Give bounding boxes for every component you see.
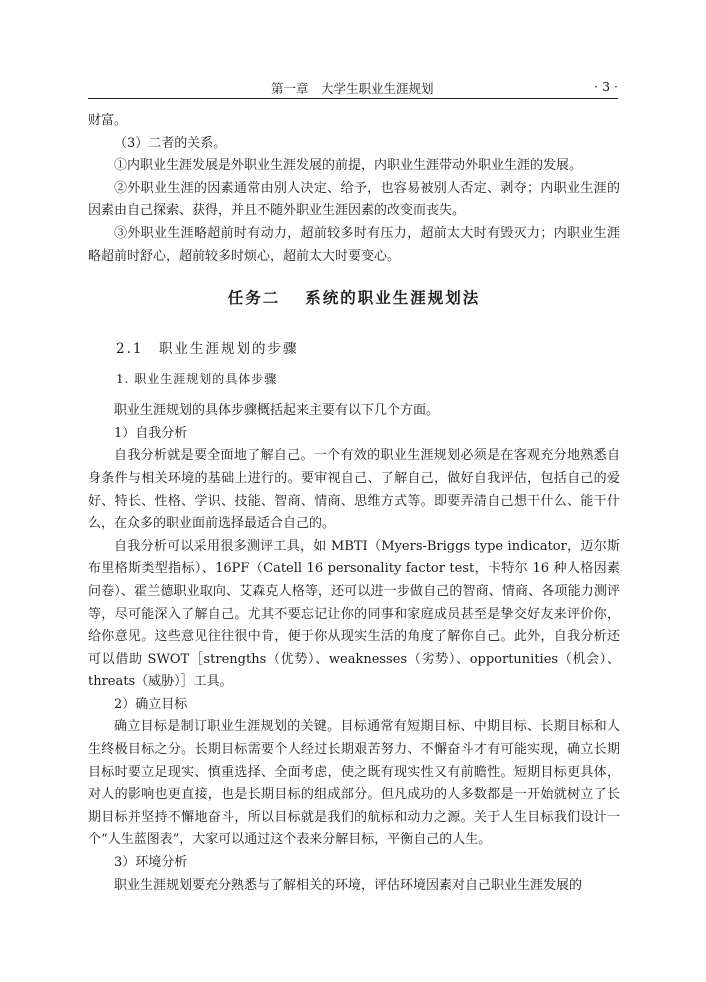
- paragraph: 确立目标是制订职业生涯规划的关键。目标通常有短期目标、中期目标、长期目标和人生终极目标之分。长期目标需要个人经过长期艰苦努力、不懈奋斗才有可能实现，确立长期目标时要立足现实、慎重选择、全面考虑，使之既有现实性又有前瞻性。短期目标更具体，对人的影响也更直接，也是长期目标的组成部分。但凡成功的人多数都是一开始就树立了长期目标并坚持不懈地奋斗，所以目标就是我们的航标和动力之源。关于人生目标我们设计一个“人生蓝图表”，大家可以通过这个表来分解目标，平衡自己的人生。: [88, 719, 620, 848]
- paragraph: 自我分析就是要全面地了解自己。一个有效的职业生涯规划必须是在客观充分地熟悉自身条件与相关环境的基础上进行的。要审视自己、了解自己，做好自我评估，包括自己的爱好、特长、性格、学识、技能、智商、情商、思维方式等。即要弄清自己想干什么、能干什么，在众多的职业面前选择最适合自己的。: [88, 448, 620, 532]
- chapter-title: 第一章 大学生职业生涯规划: [271, 81, 434, 96]
- paragraph: 职业生涯规划的具体步骤概括起来主要有以下几个方面。: [114, 403, 440, 419]
- paragraph: ①内职业生涯发展是外职业生涯发展的前提，内职业生涯带动外职业生涯的发展。: [114, 158, 583, 174]
- paragraph: ③外职业生涯略超前时有动力，超前较多时有压力，超前太大时有毁灭力；内职业生涯略超前时舒心，超前较多时烦心，超前太大时要变心。: [88, 225, 620, 264]
- paragraph: 职业生涯规划要充分熟悉与了解相关的环境，评估环境因素对自己职业生涯发展的: [114, 877, 583, 893]
- paragraph: 自我分析可以采用很多测评工具，如 MBTI（Myers-Briggs type indicator，迈尔斯布里格斯类型指标）、16PF（Catell 16 personality factor test，卡特尔 16 种人格因素问卷）、霍兰德职业取向、艾森克人格等，还可以进一步做自己的智商、情商、各项能力测评等，尽可能深入了解自己。尤其不要忘记让你的同事和家庭成员甚至是挚交好友来评价你，给你意见。这些意见往往很中肯，便于你从现实生活的角度了解你自己。此外，自我分析还可以借助 SWOT［strengths（优势）、weaknesses（劣势）、opportunities（机会）、threats（威胁）］工具。: [88, 538, 620, 690]
- subsubsection-title: 1. 职业生涯规划的具体步骤: [116, 372, 278, 387]
- list-heading: （3）二者的关系。: [114, 135, 227, 151]
- paragraph: 财富。: [88, 113, 128, 128]
- page-body: [88, 110, 620, 897]
- list-heading: 3）环境分析: [114, 855, 188, 871]
- page-number: · 3 ·: [594, 79, 618, 94]
- paragraph: ②外职业生涯的因素通常由别人决定、给予，也容易被别人否定、剥夺；内职业生涯的因素由自己探索、获得，并且不随外职业生涯因素的改变而丧失。: [88, 180, 620, 219]
- list-heading: 2）确立目标: [114, 696, 188, 712]
- running-header: [88, 76, 618, 99]
- list-heading: 1）自我分析: [114, 425, 188, 441]
- subsection-title: 2.1 职业生涯规划的步骤: [116, 341, 299, 358]
- section-title: 任务二 系统的职业生涯规划法: [227, 288, 481, 308]
